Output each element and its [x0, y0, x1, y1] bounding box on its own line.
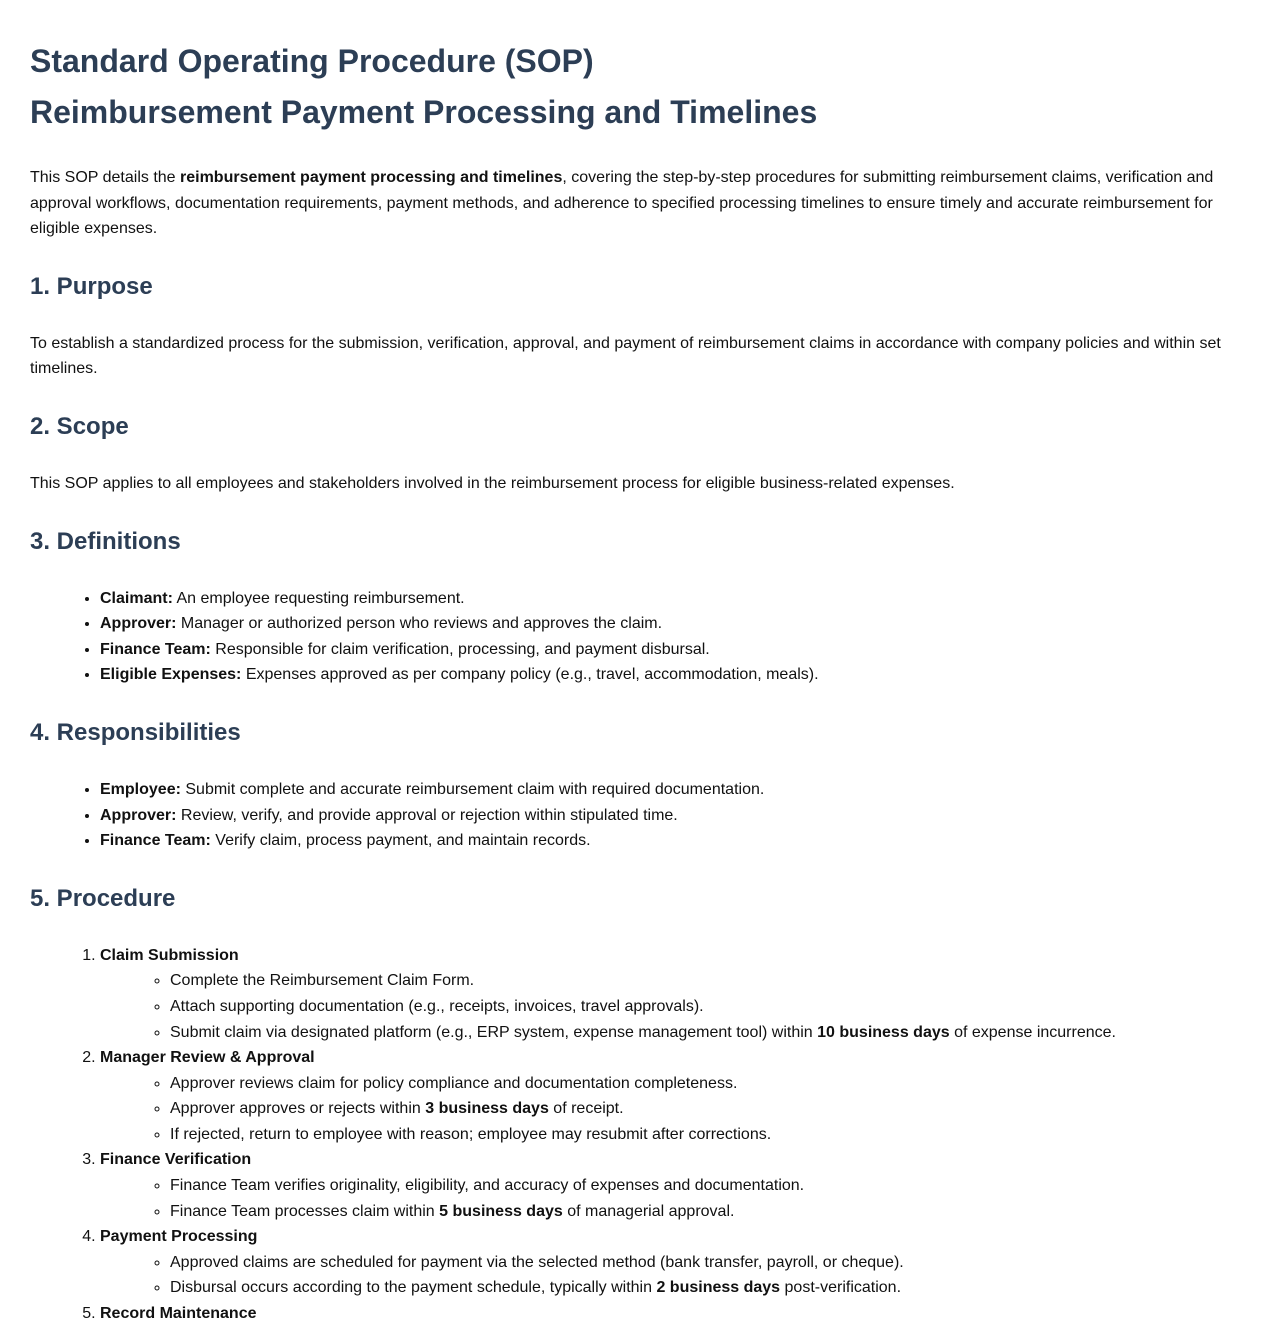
procedure-steps [30, 943, 1230, 1327]
substep-item [170, 1020, 1230, 1046]
substep-text: Approver approves or rejects within [170, 1100, 426, 1118]
substep-text: of expense incurrence. [949, 1023, 1116, 1041]
definition-item [100, 662, 1230, 688]
definition-term: Claimant: [100, 589, 173, 607]
step-substeps [100, 1250, 1230, 1301]
step-title: Claim Submission [100, 946, 239, 964]
step-substeps [100, 1173, 1230, 1224]
scope-heading: 2. Scope [30, 412, 129, 440]
step-title: Finance Verification [100, 1151, 252, 1169]
title-line-1: Standard Operating Procedure (SOP) [30, 43, 594, 79]
substep-text: If rejected, return to employee with reason; employee may resubmit after corrections. [170, 1125, 772, 1143]
step-title: Record Maintenance [100, 1305, 257, 1323]
definition-item [100, 611, 1230, 637]
substep-item [170, 1199, 1230, 1225]
definition-item [100, 586, 1230, 612]
responsibility-text: Submit complete and accurate reimbursement claim with required documentation. [180, 780, 765, 798]
responsibility-item [100, 803, 1230, 829]
scope-text: This SOP applies to all employees and stakeholders involved in the reimbursement process for eligible business-related expenses. [30, 474, 955, 492]
step-title: Manager Review & Approval [100, 1049, 315, 1067]
substep-text: Complete the Reimbursement Claim Form. [170, 972, 475, 990]
substep-deadline: 2 business days [656, 1279, 781, 1297]
responsibilities-heading: 4. Responsibilities [30, 718, 241, 746]
sop-document [30, 36, 1230, 1327]
substep-deadline: 10 business days [817, 1023, 950, 1041]
definitions-list [30, 586, 1230, 688]
procedure-step [100, 943, 1230, 1045]
definition-text: An employee requesting reimbursement. [172, 589, 465, 607]
substep-text: post-verification. [780, 1279, 902, 1297]
procedure-step [100, 1224, 1230, 1301]
definition-term: Approver: [100, 615, 177, 633]
definition-text: Responsible for claim verification, processing, and payment disbursal. [210, 640, 710, 658]
responsibilities-list [30, 777, 1230, 854]
substep-item [170, 1173, 1230, 1199]
responsibility-role: Approver: [100, 806, 177, 824]
substep-item [170, 1096, 1230, 1122]
substep-deadline: 3 business days [425, 1100, 549, 1118]
procedure-step [100, 1147, 1230, 1224]
substep-text: Finance Team processes claim within [170, 1202, 440, 1220]
substep-text: Approver reviews claim for policy compliance and documentation completeness. [170, 1074, 738, 1092]
procedure-heading: 5. Procedure [30, 884, 176, 912]
substep-deadline: 5 business days [439, 1202, 563, 1220]
step-substeps [100, 1071, 1230, 1148]
substep-text: Submit claim via designated platform (e.g., ERP system, expense management tool) within [170, 1023, 818, 1041]
substep-text: Finance Team verifies originality, eligibility, and accuracy of expenses and documentation. [170, 1177, 805, 1195]
definition-text: Manager or authorized person who reviews and approves the claim. [176, 615, 663, 633]
responsibility-text: Review, verify, and provide approval or rejection within stipulated time. [176, 806, 678, 824]
intro-text-bold: reimbursement payment processing and timelines [180, 169, 563, 186]
purpose-text: To establish a standardized process for the submission, verification, approval, and payment of reimbursement claims in accordance with company policies and within set timelines. [30, 334, 1221, 378]
substep-item [170, 994, 1230, 1020]
substep-item [170, 1250, 1230, 1276]
responsibility-role: Employee: [100, 780, 181, 798]
substep-text: of receipt. [548, 1100, 624, 1118]
substep-text: Approved claims are scheduled for payment via the selected method (bank transfer, payroll, or cheque). [170, 1253, 904, 1271]
title-line-2: Reimbursement Payment Processing and Timelines [30, 94, 818, 130]
step-title: Payment Processing [100, 1228, 258, 1246]
intro-text-pre: This SOP details the [30, 169, 180, 186]
definition-item [100, 637, 1230, 663]
substep-item [170, 968, 1230, 994]
definition-term: Eligible Expenses: [100, 666, 242, 684]
definition-text: Expenses approved as per company policy (e.g., travel, accommodation, meals). [241, 666, 819, 684]
procedure-step [100, 1045, 1230, 1147]
substep-text: of managerial approval. [562, 1202, 735, 1220]
substep-item [170, 1275, 1230, 1301]
substep-text: Attach supporting documentation (e.g., receipts, invoices, travel approvals). [170, 997, 704, 1015]
step-substeps [100, 968, 1230, 1045]
responsibility-item [100, 828, 1230, 854]
purpose-heading: 1. Purpose [30, 272, 153, 300]
definitions-heading: 3. Definitions [30, 527, 181, 555]
substep-item [170, 1071, 1230, 1097]
responsibility-role: Finance Team: [100, 832, 211, 850]
substep-text: Disbursal occurs according to the payment schedule, typically within [170, 1279, 657, 1297]
intro-paragraph [30, 165, 1230, 242]
substep-item [170, 1122, 1230, 1148]
responsibility-item [100, 777, 1230, 803]
page-title [30, 36, 1230, 138]
procedure-step [100, 1301, 1230, 1327]
intro-text-post: , covering the step-by-step procedures for submitting reimbursement claims, verification and approval workflows, documentation requirements, payment methods, and adherence to specified processing timelines to ensure timely and accurate reimbursement for eligible expenses. [30, 169, 1214, 238]
definition-term: Finance Team: [100, 640, 211, 658]
responsibility-text: Verify claim, process payment, and maintain records. [210, 832, 591, 850]
